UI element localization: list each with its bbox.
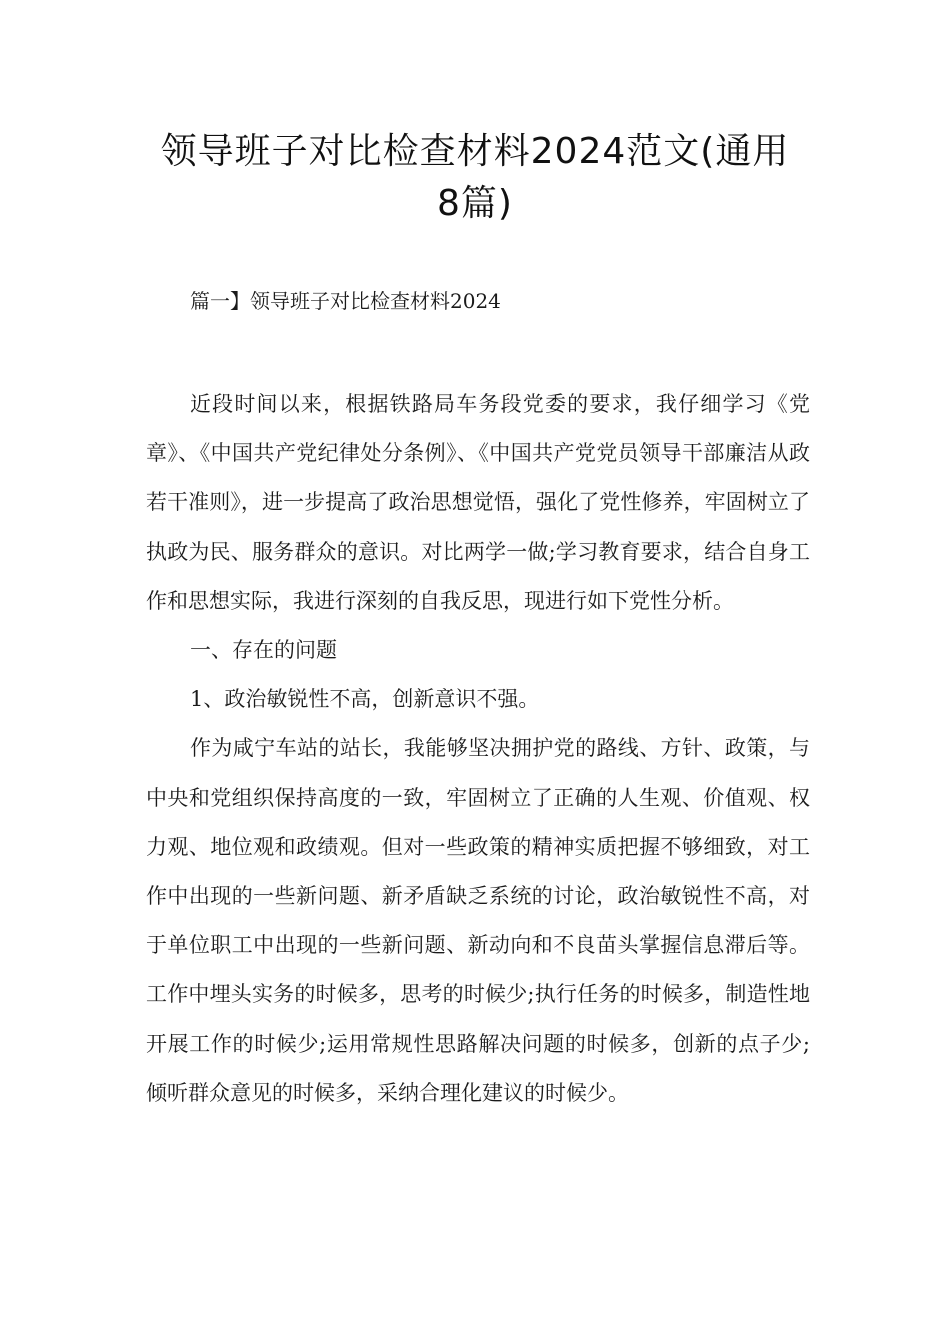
document-body: [146, 380, 810, 1118]
heading-existing-problems: 一、存在的问题: [190, 638, 337, 663]
title-line-2: 8篇): [437, 183, 513, 224]
section-heading: 篇一】领导班子对比检查材料2024: [190, 289, 501, 313]
subheading-political-sensitivity: 1、政治敏锐性不高，创新意识不强。: [190, 687, 540, 712]
intro-paragraph: 近段时间以来，根据铁路局车务段党委的要求，我仔细学习《党章》、《中国共产党纪律处分条例》、《中国共产党党员领导干部廉洁从政若干准则》，进一步提高了政治思想觉悟，强化了党性修养，牢固树立了执政为民、服务群众的意识。对比两学一做;学习教育要求，结合自身工作和思想实际，我进行深刻的自我反思，现进行如下党性分析。: [146, 392, 810, 613]
document-title: [120, 126, 830, 230]
body-paragraph: 作为咸宁车站的站长，我能够坚决拥护党的路线、方针、政策，与中央和党组织保持高度的一致，牢固树立了正确的人生观、价值观、权力观、地位观和政绩观。但对一些政策的精神实质把握不够细致，对工作中出现的一些新问题、新矛盾缺乏系统的讨论，政治敏锐性不高，对于单位职工中出现的一些新问题、新动向和不良苗头掌握信息滞后等。工作中埋头实务的时候多，思考的时候少;执行任务的时候多，制造性地开展工作的时候少;运用常规性思路解决问题的时候多，创新的点子少;倾听群众意见的时候多，采纳合理化建议的时候少。: [146, 736, 810, 1105]
title-line-1: 领导班子对比检查材料2024范文(通用: [160, 131, 790, 172]
